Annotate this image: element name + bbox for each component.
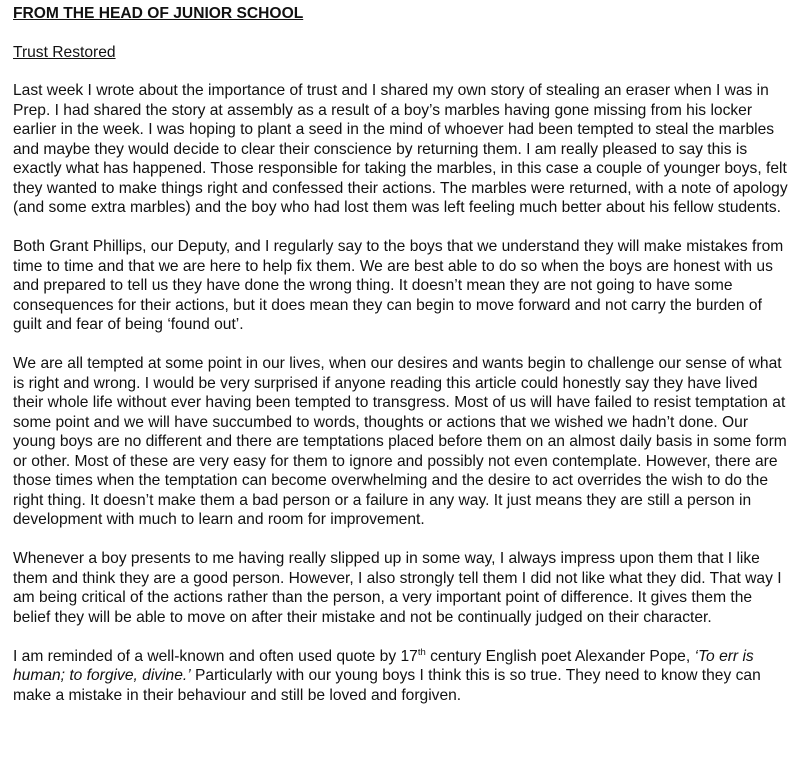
paragraph-3: We are all tempted at some point in our lives, when our desires and wants begin to challenge our sense of what is right and wrong. I would be very surprised if anyone reading this article could honestly say they have lived their whole life without ever having been tempted to transgress. Most of us will have failed to resist temptation at some point and we will have succumbed to words, thoughts or actions that we wished we hadn’t done. Our young boys are no different and there are temptations placed before them on an almost daily basis in some form or other. Most of these are very easy for them to ignore and possibly not even contemplate. However, there are those times when the temptation can become overwhelming and the desire to act overrides the wish to do the right thing. It doesn’t make them a bad person or a failure in any way. It just means they are still a person in development with much to learn and room for improvement. <box>13 355 787 528</box>
paragraph-5-text-c: Particularly with our young boys I think this is so true. They need to know they can make a mistake in their behaviour and still be loved and forgiven. <box>13 667 761 704</box>
paragraph-4: Whenever a boy presents to me having really slipped up in some way, I always impress upon them that I like them and think they are a good person. However, I also strongly tell them I did not like what they did. That way I am being critical of the actions rather than the person, a very important point of difference. It gives them the belief they will be able to move on after their mistake and not be continually judged on their character. <box>13 550 782 626</box>
pope-quote: ‘To err is human; to forgive, divine.’ <box>13 647 754 684</box>
paragraph-1: Last week I wrote about the importance of trust and I shared my own story of stealing an eraser when I was in Prep. I had shared the story at assembly as a result of a boy’s marbles having gone missing from his locker earlier in the week. I was hoping to plant a seed in the mind of whoever had been tempted to steal the marbles and maybe they would decide to clear their conscience by returning them. I am really pleased to say this is exactly what has happened. Those responsible for taking the marbles, in this case a couple of younger boys, felt they wanted to make things right and confessed their actions. The marbles were returned, with a note of apology (and some extra marbles) and the boy who had lost them was left feeling much better about his fellow students. <box>13 82 788 216</box>
paragraph-5-text-a: I am reminded of a well-known and often used quote by 17 <box>13 647 418 665</box>
paragraph-5-text-b: century English poet Alexander Pope, <box>425 647 695 665</box>
ordinal-suffix: th <box>417 646 426 658</box>
paragraph-5 <box>13 647 790 706</box>
paragraph-2: Both Grant Phillips, our Deputy, and I regularly say to the boys that we understand they will make mistakes from time to time and that we are here to help fix them. We are best able to do so when the boys are honest with us and prepared to tell us they have done the wrong thing. It doesn’t mean they are not going to have some consequences for their actions, but it does mean they can begin to move forward and not carry the burden of guilt and fear of being ‘found out’. <box>13 238 784 333</box>
article-title: Trust Restored <box>13 43 116 61</box>
document-heading: FROM THE HEAD OF JUNIOR SCHOOL <box>13 5 304 22</box>
